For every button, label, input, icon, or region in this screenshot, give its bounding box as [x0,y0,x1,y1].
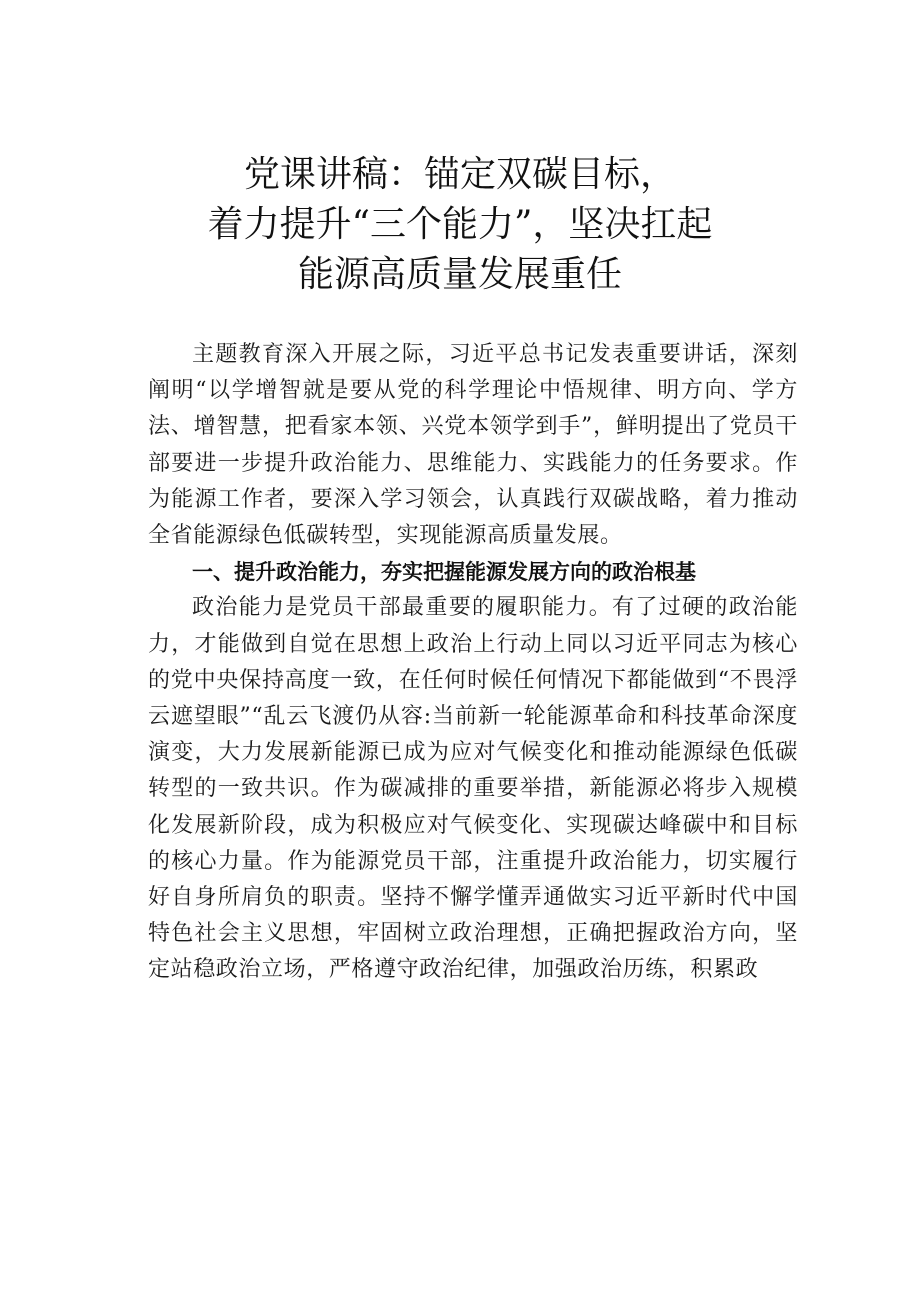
section-1-paragraph: 政治能力是党员干部最重要的履职能力。有了过硬的政治能力，才能做到自觉在思想上政治上行动上同以习近平同志为核心的党中央保持高度一致，在任何时候任何情况下都能做到“不畏浮云遮望眼”“乱云飞渡仍从容:当前新一轮能源革命和科技革命深度演变，大力发展新能源已成为应对气候变化和推动能源绿色低碳转型的一致共识。作为碳减排的重要举措，新能源必将步入规模化发展新阶段，成为积极应对气候变化、实现碳达峰碳中和目标的核心力量。作为能源党员干部，注重提升政治能力，切实履行好自身所肩负的职责。坚持不懈学懂弄通做实习近平新时代中国特色社会主义思想，牢固树立政治理想，正确把握政治方向，坚定站稳政治立场，严格遵守政治纪律，加强政治历练，积累政 [148,595,798,983]
document-body [148,337,798,989]
document-title [120,150,800,300]
intro-paragraph: 主题教育深入开展之际，习近平总书记发表重要讲话，深刻阐明“以学增智就是要从党的科学理论中悟规律、明方向、学方法、增智慧，把看家本领、兴党本领学到手”，鲜明提出了党员干部要进一步提升政治能力、思维能力、实践能力的任务要求。作为能源工作者，要深入学习领会，认真践行双碳战略，着力推动全省能源绿色低碳转型，实现能源高质量发展。 [148,342,798,549]
title-line-1: 党课讲稿：锚定双碳目标， [243,154,676,195]
title-line-2: 着力提升“三个能力”，坚决扛起 [207,204,713,245]
section-1-heading: 一、提升政治能力，夯实把握能源发展方向的政治根基 [192,560,696,585]
title-line-3: 能源高质量发展重任 [297,254,622,295]
